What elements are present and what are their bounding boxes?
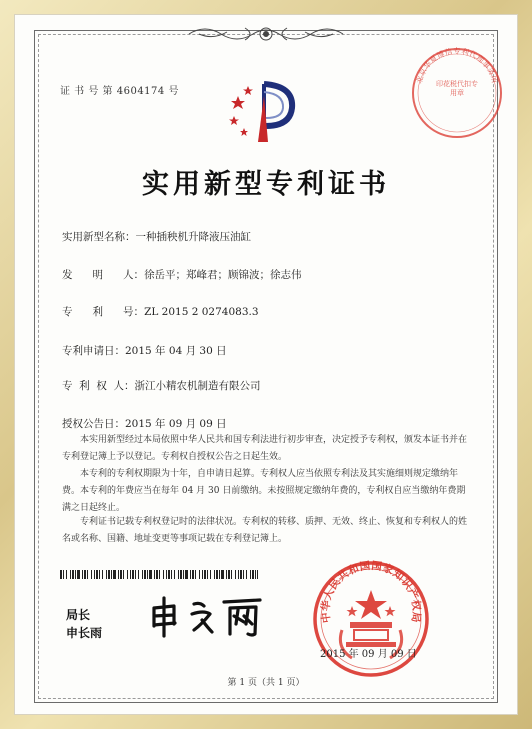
handwritten-signature-icon <box>148 594 270 638</box>
barcode-icon <box>60 570 258 579</box>
certificate-number-suffix: 号 <box>168 86 179 97</box>
director-title: 局长 <box>66 608 91 622</box>
grant-date-value: 2015 年 09 月 09 日 <box>125 418 227 430</box>
seal-ring-text: 中华人民共和国国家知识产权局 <box>319 560 423 624</box>
certificate-number <box>60 82 179 97</box>
page-number: 第 1 页（共 1 页） <box>227 678 305 688</box>
state-ip-office-seal-icon <box>312 560 430 678</box>
stamp-duty-seal-icon <box>410 46 504 140</box>
body-paragraph-1: 本实用新型经过本局依照中华人民共和国专利法进行初步审查，决定授予专利权，颁发本证书并在专利登记簿上予以登记。专利权自授权公告之日起生效。 <box>62 435 468 462</box>
patentee-label: 专 利 权 人： <box>62 380 135 392</box>
body-paragraph-3: 专利证书记载专利权登记时的法律状况。专利权的转移、质押、无效、终止、恢复和专利权人的姓名或名称、国籍、地址变更等事项记载在专利登记簿上。 <box>62 517 468 544</box>
patent-number-row <box>62 304 259 319</box>
certificate-number-value: 4604174 <box>116 86 165 97</box>
utility-model-name-label: 实用新型名称： <box>62 231 136 243</box>
filing-date-label: 专利申请日： <box>62 345 125 357</box>
inventor-value: 徐岳平；郑峰君；顾锦波；徐志伟 <box>144 269 302 281</box>
stamp-ring-text: 北京华夏博信专利代理事务所 <box>414 46 500 85</box>
utility-model-name-row <box>62 229 251 244</box>
seal-date: 2015 年 09 月 09 日 <box>320 649 417 660</box>
inventor-row <box>62 267 302 282</box>
patent-number-label: 专 利 号： <box>62 306 145 318</box>
patentee-row <box>62 378 261 393</box>
svg-text:北京华夏博信专利代理事务所 <box>414 46 501 85</box>
filing-date-value: 2015 年 04 月 30 日 <box>125 345 227 357</box>
patent-office-logo-icon <box>228 78 300 148</box>
top-ornament-icon <box>185 22 347 46</box>
grant-date-label: 授权公告日： <box>62 418 125 430</box>
stamp-center-text: 印花税代扣专用章 <box>436 80 478 97</box>
utility-model-name-value: 一种插秧机升降液压油缸 <box>135 231 251 243</box>
page-title: 实用新型专利证书 <box>142 169 390 200</box>
inventor-label: 发 明 人： <box>62 269 145 281</box>
patentee-value: 浙江小精农机制造有限公司 <box>134 380 261 392</box>
filing-date-row <box>62 343 227 358</box>
certificate-number-label: 证 书 号 第 <box>60 86 114 97</box>
body-paragraph-2: 本专利的专利权期限为十年，自申请日起算。专利权人应当依照专利法及其实施细则规定缴纳年费。本专利的年费应当在每年 04 月 30 日前缴纳。未按照规定缴纳年费的，专利权自应当缴纳年费期满之日起终止。 <box>62 469 466 513</box>
grant-date-row <box>62 416 227 431</box>
director-name: 申长雨 <box>66 626 103 640</box>
patent-number-value: ZL 2015 2 0274083.3 <box>144 306 259 318</box>
